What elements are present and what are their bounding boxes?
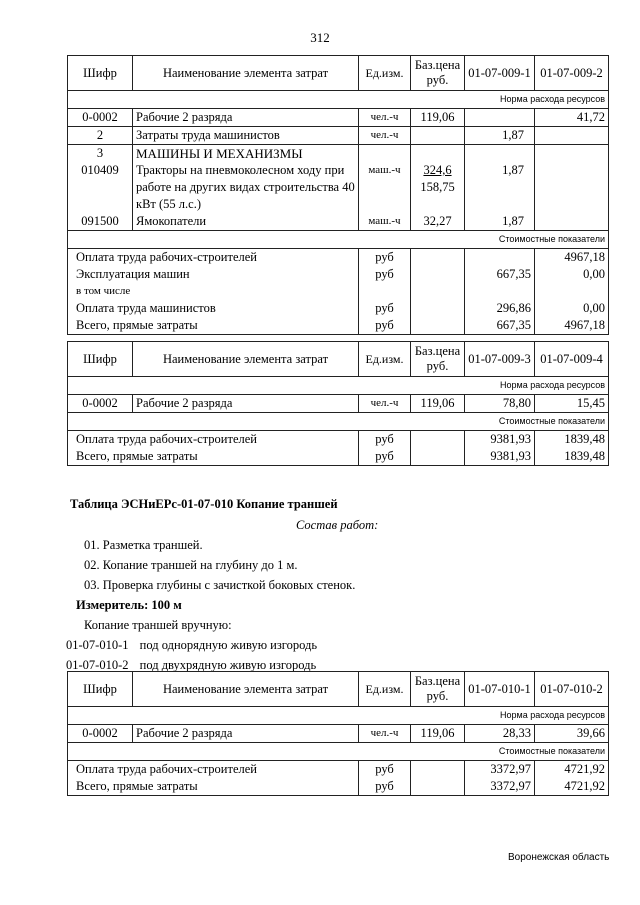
summary-v2: 4721,92 [535, 778, 609, 796]
table-row [68, 145, 609, 163]
summary-name: Всего, прямые затраты [68, 448, 359, 466]
row-unit: маш.-ч [359, 213, 411, 231]
variant-text: под двухрядную живую изгородь [139, 658, 317, 672]
summary-v1: 667,35 [465, 266, 535, 283]
norm-section-row [68, 707, 609, 725]
row-name: Рабочие 2 разряда [133, 395, 359, 413]
row-code: 0-0002 [68, 725, 133, 743]
summary-row [68, 283, 609, 300]
header-col2: 01-07-009-2 [535, 56, 609, 91]
summary-v2: 1839,48 [535, 431, 609, 449]
summary-row [68, 778, 609, 796]
table-row [68, 127, 609, 145]
norm-label: Норма расхода ресурсов [68, 707, 609, 725]
cost-section-row [68, 413, 609, 431]
header-unit: Ед.изм. [359, 342, 411, 377]
summary-row [68, 761, 609, 779]
summary-name: Оплата труда рабочих-строителей [68, 431, 359, 449]
header-col1: 01-07-009-3 [465, 342, 535, 377]
summary-v2: 0,00 [535, 266, 609, 283]
table-row [68, 213, 609, 231]
row-v1 [465, 109, 535, 127]
summary-row [68, 448, 609, 466]
table-header-row [68, 56, 609, 91]
measure-label: Измеритель: 100 м [76, 598, 182, 612]
row-v1: 1,87 [465, 213, 535, 231]
summary-row [68, 300, 609, 317]
row-v2: 41,72 [535, 109, 609, 127]
estimate-table-1 [67, 55, 609, 335]
row-group-title: МАШИНЫ И МЕХАНИЗМЫ [133, 145, 359, 163]
row-unit: маш.-ч [359, 162, 411, 213]
header-price: Баз.цена руб. [411, 342, 465, 377]
estimate-table-3 [67, 671, 609, 796]
page-number: 312 [310, 30, 330, 45]
header-name: Наименование элемента затрат [133, 56, 359, 91]
header-unit: Ед.изм. [359, 672, 411, 707]
header-price: Баз.цена руб. [411, 56, 465, 91]
norm-label: Норма расхода ресурсов [68, 91, 609, 109]
row-v1: 28,33 [465, 725, 535, 743]
header-code: Шифр [68, 342, 133, 377]
summary-v1: 9381,93 [465, 448, 535, 466]
row-unit: чел.-ч [359, 109, 411, 127]
summary-name: Оплата труда рабочих-строителей [68, 249, 359, 267]
row-v1: 1,87 [465, 162, 535, 213]
row-code: 0-0002 [68, 109, 133, 127]
summary-v2: 1839,48 [535, 448, 609, 466]
table-header-row [68, 342, 609, 377]
variant-text: под однорядную живую изгородь [139, 638, 318, 652]
summary-v2: 4721,92 [535, 761, 609, 779]
summary-row [68, 431, 609, 449]
cost-section-row [68, 231, 609, 249]
norm-section-row [68, 91, 609, 109]
row-code: 0-0002 [68, 395, 133, 413]
row-v1: 78,80 [465, 395, 535, 413]
summary-v2: 4967,18 [535, 317, 609, 335]
header-name: Наименование элемента затрат [133, 672, 359, 707]
row-v2: 39,66 [535, 725, 609, 743]
row-v2 [535, 162, 609, 213]
row-code: 3 [68, 145, 133, 163]
row-code: 010409 [68, 162, 133, 213]
summary-row [68, 317, 609, 335]
variant-code: 01-07-010-2 [66, 658, 129, 672]
work-item: 02. Копание траншей на глубину до 1 м. [84, 558, 298, 572]
row-code: 091500 [68, 213, 133, 231]
row-name: Тракторы на пневмоколесном ходу при работе на других видах строительства 40 кВт (55 л.с.) [133, 162, 359, 213]
work-item: 01. Разметка траншей. [84, 538, 203, 552]
summary-unit: руб [359, 249, 411, 267]
estimate-table-2 [67, 341, 609, 466]
variant-item [66, 638, 317, 653]
row-price [411, 162, 465, 213]
summary-unit: руб [359, 761, 411, 779]
header-col2: 01-07-009-4 [535, 342, 609, 377]
row-unit: чел.-ч [359, 127, 411, 145]
row-unit: чел.-ч [359, 395, 411, 413]
summary-v1: 296,86 [465, 300, 535, 317]
table-header-row [68, 672, 609, 707]
summary-v1: 667,35 [465, 317, 535, 335]
summary-unit: руб [359, 317, 411, 335]
header-price: Баз.цена руб. [411, 672, 465, 707]
summary-v1: 3372,97 [465, 761, 535, 779]
summary-name: в том числе [68, 283, 359, 300]
cost-label: Стоимостные показатели [68, 413, 609, 431]
header-col1: 01-07-009-1 [465, 56, 535, 91]
row-name: Затраты труда машинистов [133, 127, 359, 145]
subheading: Копание траншей вручную: [84, 618, 232, 632]
row-price: 119,06 [411, 395, 465, 413]
header-code: Шифр [68, 672, 133, 707]
table-row [68, 109, 609, 127]
table-row [68, 395, 609, 413]
work-heading: Состав работ: [296, 518, 379, 532]
header-name: Наименование элемента затрат [133, 342, 359, 377]
row-price: 119,06 [411, 109, 465, 127]
work-item: 03. Проверка глубины с зачисткой боковых стенок. [84, 578, 356, 592]
row-price-secondary: 158,75 [420, 180, 455, 194]
cost-section-row [68, 743, 609, 761]
summary-name: Оплата труда рабочих-строителей [68, 761, 359, 779]
summary-v1: 3372,97 [465, 778, 535, 796]
header-unit: Ед.изм. [359, 56, 411, 91]
summary-v2: 0,00 [535, 300, 609, 317]
row-v1: 1,87 [465, 127, 535, 145]
row-price: 119,06 [411, 725, 465, 743]
row-price [411, 127, 465, 145]
variant-code: 01-07-010-1 [66, 638, 129, 652]
row-price: 32,27 [411, 213, 465, 231]
table-row [68, 162, 609, 213]
summary-unit: руб [359, 448, 411, 466]
header-code: Шифр [68, 56, 133, 91]
summary-name: Всего, прямые затраты [68, 778, 359, 796]
summary-v1: 9381,93 [465, 431, 535, 449]
summary-name: Оплата труда машинистов [68, 300, 359, 317]
norm-label: Норма расхода ресурсов [68, 377, 609, 395]
row-v2: 15,45 [535, 395, 609, 413]
summary-unit: руб [359, 266, 411, 283]
row-name: Рабочие 2 разряда [133, 725, 359, 743]
summary-row [68, 249, 609, 267]
row-unit: чел.-ч [359, 725, 411, 743]
summary-v2: 4967,18 [535, 249, 609, 267]
row-name: Рабочие 2 разряда [133, 109, 359, 127]
norm-section-row [68, 377, 609, 395]
footer-region: Воронежская область [508, 852, 610, 863]
summary-v1 [465, 249, 535, 267]
row-v2 [535, 213, 609, 231]
cost-label: Стоимостные показатели [68, 743, 609, 761]
summary-name: Всего, прямые затраты [68, 317, 359, 335]
summary-row [68, 266, 609, 283]
row-v2 [535, 127, 609, 145]
header-col1: 01-07-010-1 [465, 672, 535, 707]
summary-unit: руб [359, 300, 411, 317]
summary-name: Эксплуатация машин [68, 266, 359, 283]
summary-unit: руб [359, 778, 411, 796]
section-title: Таблица ЭСНиЕРс-01-07-010 Копание траншей [70, 497, 338, 511]
table-row [68, 725, 609, 743]
row-name: Ямокопатели [133, 213, 359, 231]
row-price-primary: 324,6 [423, 163, 452, 177]
cost-label: Стоимостные показатели [68, 231, 609, 249]
summary-unit: руб [359, 431, 411, 449]
row-code: 2 [68, 127, 133, 145]
header-col2: 01-07-010-2 [535, 672, 609, 707]
